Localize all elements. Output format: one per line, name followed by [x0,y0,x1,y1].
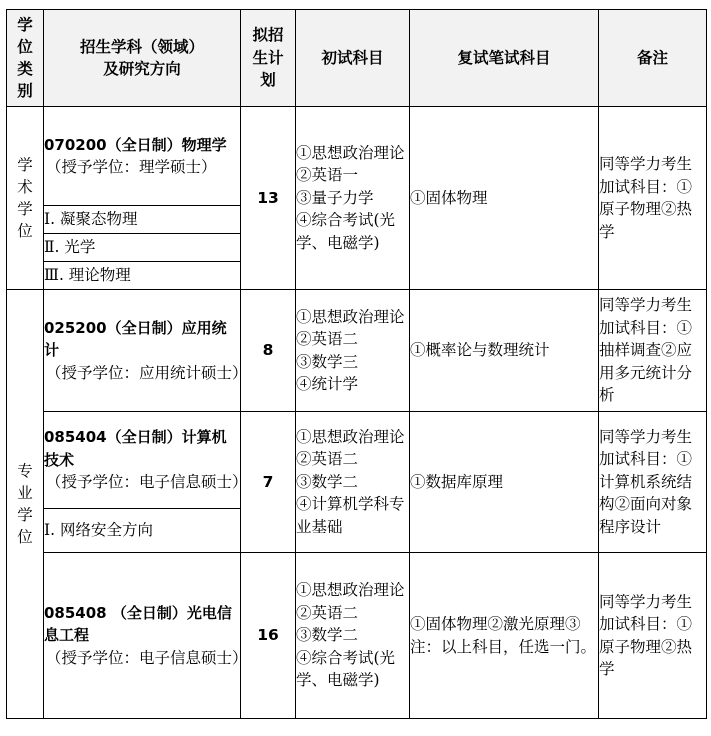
program-subject [44,290,248,412]
program-retest: ①固体物理 [410,107,599,290]
research-direction: Ⅰ. 网络安全方向 [44,509,241,553]
program-subject [44,553,248,719]
admissions-table [6,9,707,719]
header-subject: 招生学科（领域） 及研究方向 [44,10,241,107]
program-retest: ①数据库原理 [410,412,599,553]
program-note: 同等学力考生加试科目：①计算机系统结构②面向对象程序设计 [599,412,707,553]
program-plan: 16 [241,553,296,719]
table-row [7,107,707,206]
program-prelim: ①思想政治理论 ②英语二 ③数学三 ④统计学 [296,290,410,412]
program-prelim: ①思想政治理论 ②英语二 ③数学二 ④综合考试(光学、电磁学) [296,553,410,719]
program-plan: 8 [241,290,296,412]
program-plan: 7 [241,412,296,553]
research-direction: Ⅰ. 凝聚态物理 [44,206,241,234]
program-retest: ①概率论与数理统计 [410,290,599,412]
program-prelim: ①思想政治理论 ②英语一 ③量子力学 ④综合考试(光学、电磁学) [296,107,410,290]
program-code-name: 085408 （全日制）光电信息工程 [44,603,232,645]
program-degree: （授予学位：理学硕士） [46,158,217,176]
table-row [7,290,707,412]
header-plan: 拟招 生计 划 [241,10,296,107]
table-row [7,412,707,509]
program-code-name: 025200（全日制）应用统计 [44,318,227,360]
header-prelim: 初试科目 [296,10,410,107]
program-subject [44,107,241,206]
program-degree: （授予学位：应用统计硕士） [46,363,248,382]
program-prelim: ①思想政治理论 ②英语二 ③数学二 ④计算机学科专业基础 [296,412,410,553]
header-retest: 复试笔试科目 [410,10,599,107]
research-direction: Ⅲ. 理论物理 [44,262,241,290]
category-professional: 专业学位 [7,290,44,719]
program-degree: （授予学位：电子信息硕士） [46,648,248,667]
program-code-name: 085404（全日制）计算机技术 [44,428,227,469]
program-note: 同等学力考生加试科目：①原子物理②热学 [599,107,707,290]
program-plan: 13 [241,107,296,290]
header-degree-type: 学 位 类 别 [7,10,44,107]
program-degree: （授予学位：电子信息硕士） [46,473,248,492]
research-direction: Ⅱ. 光学 [44,234,241,262]
category-academic: 学术学位 [7,107,44,290]
program-note: 同等学力考生加试科目：①抽样调查②应用多元统计分析 [599,290,707,412]
table-row [7,553,707,719]
header-row [7,10,707,107]
program-retest: ①固体物理②激光原理③注：以上科目，任选一门。 [410,553,599,719]
program-note: 同等学力考生加试科目：①原子物理②热学 [599,553,707,719]
program-subject [44,412,248,509]
program-code-name: 070200（全日制）物理学 [44,135,227,154]
header-note: 备注 [599,10,707,107]
